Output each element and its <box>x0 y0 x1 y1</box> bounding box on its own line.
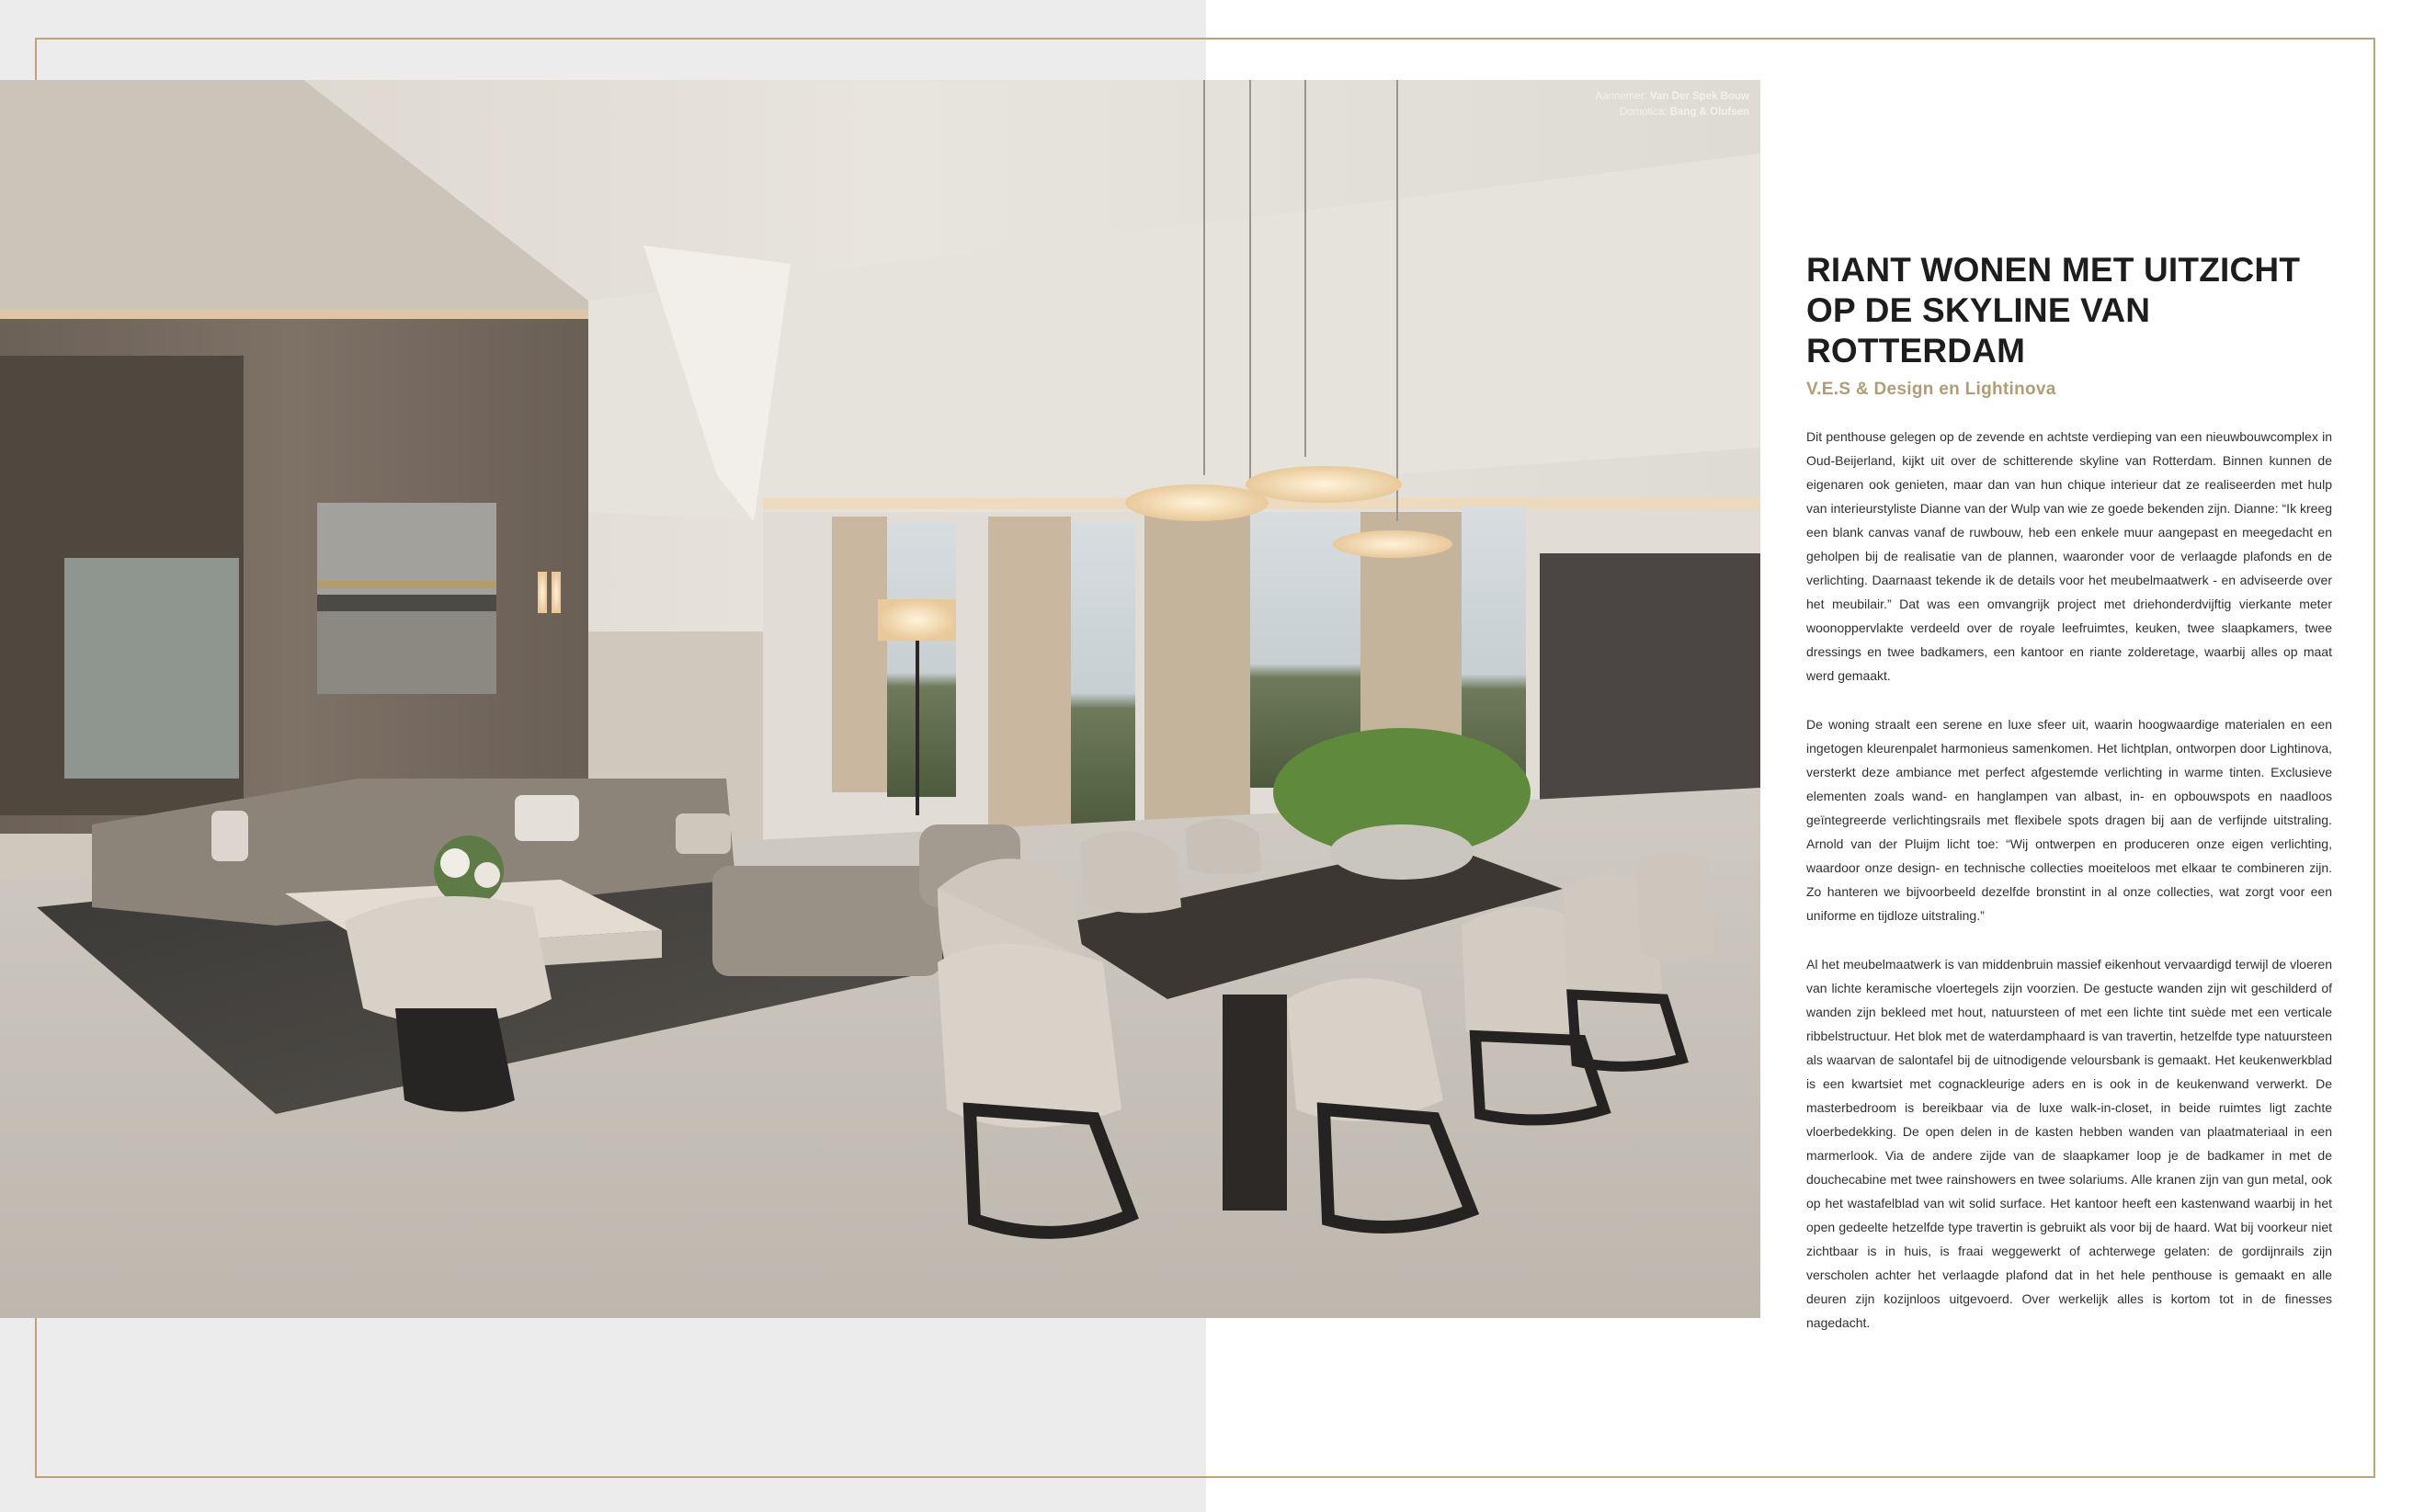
photo-credits <box>1596 89 1749 120</box>
article <box>1806 250 2332 1359</box>
article-title <box>1806 250 2332 371</box>
article-title-line-1: RIANT WONEN MET UITZICHT <box>1806 251 2301 289</box>
credit-domotics: Domotica: Bang & Olufsen <box>1619 107 1749 118</box>
article-paragraph-2: De woning straalt een serene en luxe sfeer uit, waarin hoogwaardige materialen en een ingetogen kleurenpalet harmonieus samenkomen. Het lichtplan, ontworpen door Lightinova, versterkt deze ambiance met perfect afgestemde verlichting in warme tinten. Exclusieve elementen zoals wand- en hanglampen van albast, in- en opbouwspots en naadloos geïntegreerde verlichtingsrails met flexibele spots dragen bij aan de verfijnde uitstraling. Arnold van der Pluijm licht toe: “Wij ontwerpen en produceren onze eigen verlichting, waardoor onze design- en technische collecties moeiteloos met elkaar te combineren zijn. Zo hanteren we bijvoorbeeld dezelfde bronstint in al onze collecties, wat zorgt voor een uniforme en tijdloze uitstraling.” <box>1806 717 2332 923</box>
article-paragraph-3: Al het meubelmaatwerk is van middenbruin massief eikenhout vervaardigd terwijl de vloeren van lichte keramische vloertegels zijn voorzien. De gestucte wanden zijn wit geschilderd of wanden zijn bekleed met hout, natuursteen of met een lichte tint suède met een verticale ribbelstructuur. Het blok met de waterdamphaard is van travertin, hetzelfde type natuursteen als waarvan de salontafel bij de uitnodigende veloursbank is gemaakt. Het keukenwerkblad is een kwartsiet met cognackleurige aders en is ook in de keukenwand verwerkt. De masterbedroom is bereikbaar via de luxe walk-in-closet, in beide ruimtes ligt zachte vloerbedekking. De open delen in de kasten hebben wanden van plaatmateriaal in een marmerlook. Via de andere zijde van de slaapkamer loop je de badkamer in met de douchecabine met twee rainshowers en twee solariums. Alle kranen zijn van gun metal, ook op het wastafelblad van wit solid surface. Het kantoor heeft een kastenwand waarbij in het open gedeelte hetzelfde type travertin is gebruikt als voor bij de haard. Wat bij voorkeur niet zichtbaar is in huis, is fraai weggewerkt of achterwege gelaten: de gordijnrails zijn verscholen achter het verlaagde plafond dat in het hele penthouse is gemaakt en alle deuren zijn kozijnloos uitgevoerd. Over werkelijk alles is kortom tot in de finesses nagedacht. <box>1806 957 2332 1330</box>
article-paragraph-1: Dit penthouse gelegen op de zevende en achtste verdieping van een nieuwbouwcomplex in Oud-Beijerland, kijkt uit over de schitterende skyline van Rotterdam. Binnen kunnen de eigenaren ook genieten, maar dan van hun chique interieur dat ze realiseerden met hulp van interieurstyliste Dianne van der Wulp van wie ze goede bekenden zijn. Dianne: “Ik kreeg een blank canvas vanaf de ruwbouw, heb een enkele muur aangepast en meegedacht en geholpen bij de realisatie van de plannen, waaronder voor de verlaagde plafonds en de verlichting. Daarnaast tekende ik de details voor het meubelmaatwerk - en adviseerde over het meubilair.” Dat was een omvangrijk project met driehonderdvijftig vierkante meter woonoppervlakte verdeeld over de royale leefruimtes, keuken, twee slaapkamers, twee dressings en twee badkamers, een kantoor en riante zolderetage, waarbij alles op maat werd gemaakt. <box>1806 429 2332 683</box>
interior-photo <box>0 80 1760 1318</box>
article-title-line-2: OP DE SKYLINE VAN ROTTERDAM <box>1806 291 2151 369</box>
credit-contractor: Aannemer: Van Der Spek Bouw <box>1595 91 1749 102</box>
article-subtitle: V.E.S & Design en Lightinova <box>1806 380 2056 399</box>
interior-photo-illustration <box>0 80 1760 1318</box>
